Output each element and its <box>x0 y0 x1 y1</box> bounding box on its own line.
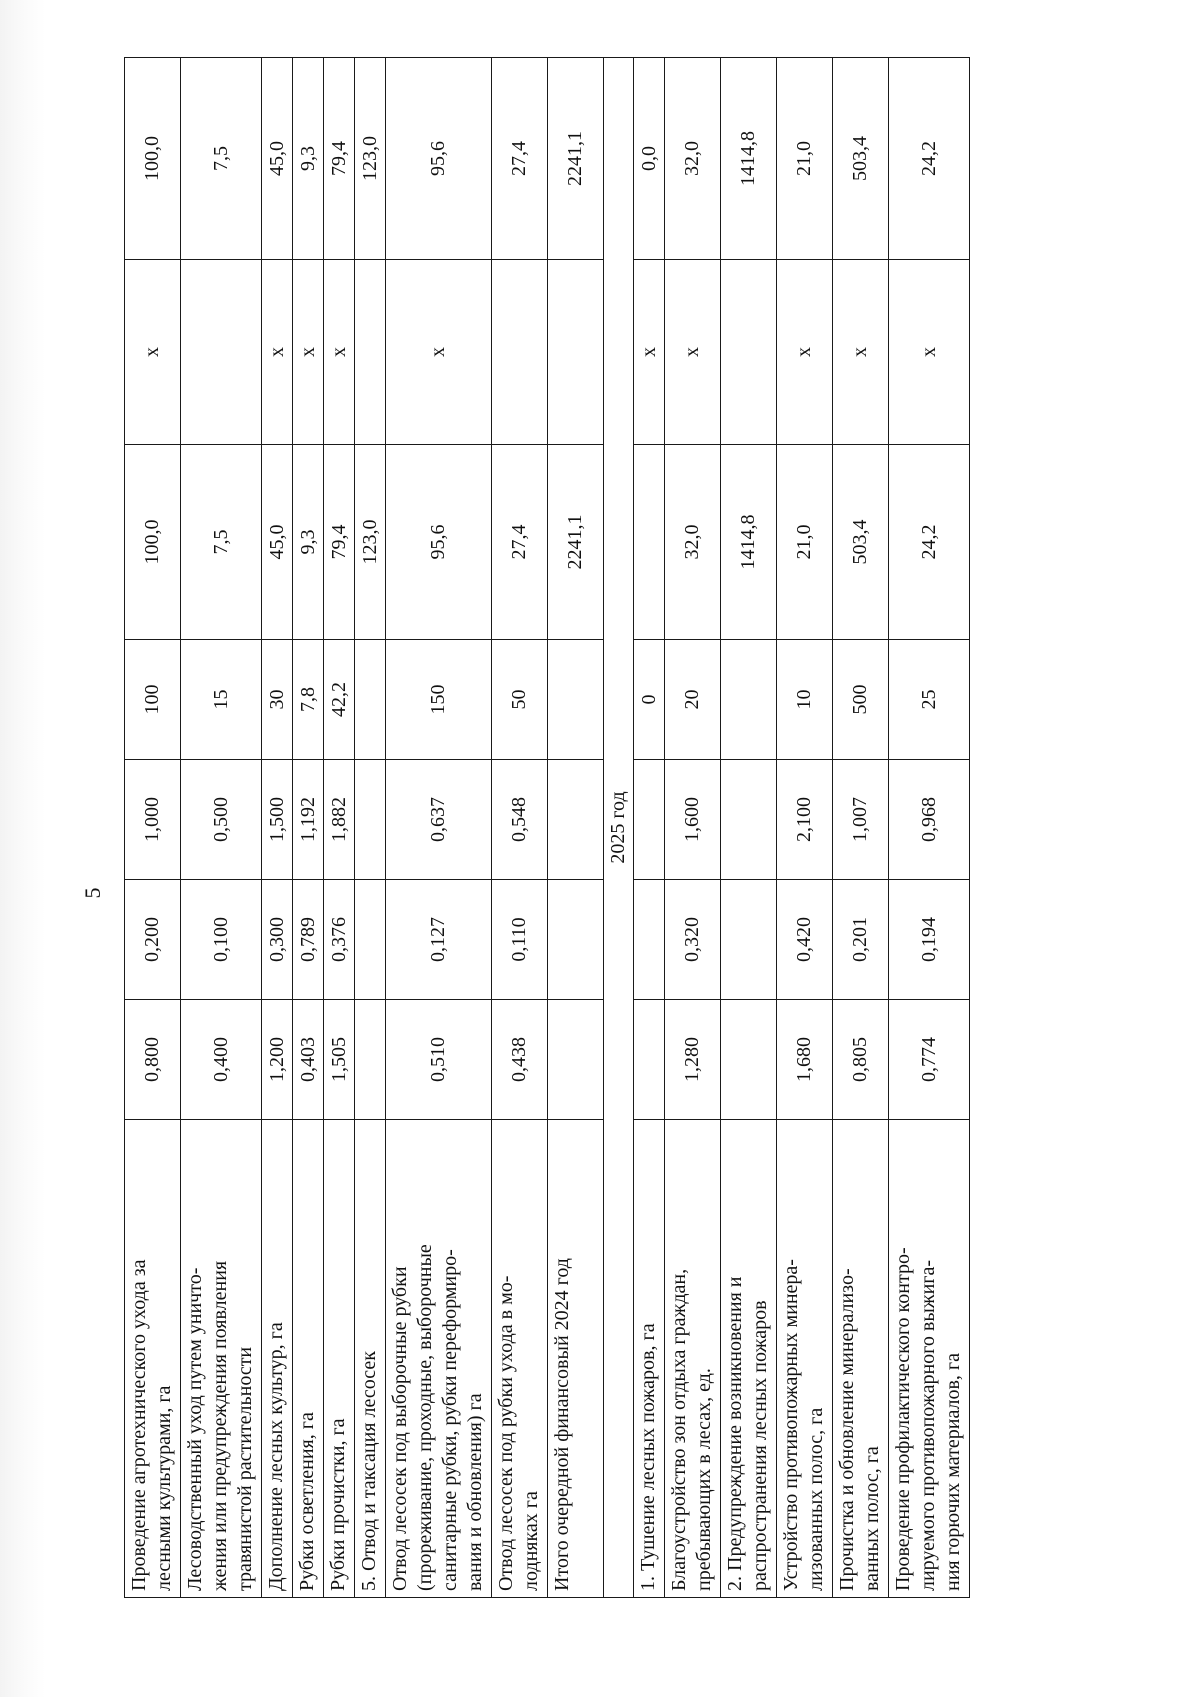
cell-value: 500 <box>833 640 889 760</box>
table-row <box>833 58 889 1598</box>
budget-table <box>124 57 970 1598</box>
cell-value <box>181 260 262 445</box>
cell-value: 79,4 <box>324 58 355 260</box>
cell-value: 27,4 <box>492 58 548 260</box>
cell-value <box>355 640 386 760</box>
cell-value: 1,000 <box>125 760 181 880</box>
cell-value: 25 <box>889 640 970 760</box>
cell-value: 1,500 <box>262 760 293 880</box>
section-header-row <box>604 58 634 1598</box>
table-row <box>125 58 181 1598</box>
cell-value <box>548 260 604 445</box>
cell-value <box>721 760 777 880</box>
table-body <box>125 58 970 1598</box>
cell-value: х <box>665 260 721 445</box>
cell-value: 15 <box>181 640 262 760</box>
section-title: 2025 год <box>604 58 634 1598</box>
row-name: Отвод лесосек под рубки ухода в мо- лодняках га <box>492 1120 548 1598</box>
table-row <box>777 58 833 1598</box>
cell-value: 10 <box>777 640 833 760</box>
cell-value: 0,100 <box>181 880 262 1000</box>
cell-value: 2,100 <box>777 760 833 880</box>
rotated-table-container <box>124 58 1042 1598</box>
cell-value <box>721 640 777 760</box>
cell-value <box>548 880 604 1000</box>
cell-value: 0,789 <box>293 880 324 1000</box>
cell-value: 50 <box>492 640 548 760</box>
cell-value: 79,4 <box>324 445 355 640</box>
row-name: 2. Предупреждение возникновения и распространения лесных пожаров <box>721 1120 777 1598</box>
cell-value: 45,0 <box>262 58 293 260</box>
cell-value: 21,0 <box>777 445 833 640</box>
cell-value <box>548 760 604 880</box>
cell-value: 20 <box>665 640 721 760</box>
cell-value: 7,5 <box>181 58 262 260</box>
cell-value: 0,774 <box>889 1000 970 1120</box>
cell-value: 100 <box>125 640 181 760</box>
cell-value <box>492 260 548 445</box>
cell-value: 7,5 <box>181 445 262 640</box>
cell-value: 9,3 <box>293 445 324 640</box>
cell-value: 0,420 <box>777 880 833 1000</box>
cell-value: 2241,1 <box>548 58 604 260</box>
cell-value <box>355 760 386 880</box>
table-row <box>634 58 665 1598</box>
row-name: Лесоводственный уход путем уничто- жения или предупреждения появления травянистой растительности <box>181 1120 262 1598</box>
cell-value: 0,968 <box>889 760 970 880</box>
cell-value: 42,2 <box>324 640 355 760</box>
cell-value: 24,2 <box>889 58 970 260</box>
cell-value <box>548 640 604 760</box>
row-name: Итого очередной финансовый 2024 год <box>548 1120 604 1598</box>
cell-value: 1,280 <box>665 1000 721 1120</box>
cell-value: 503,4 <box>833 58 889 260</box>
cell-value: х <box>386 260 492 445</box>
cell-value <box>355 880 386 1000</box>
cell-value: 30 <box>262 640 293 760</box>
cell-value: 0,805 <box>833 1000 889 1120</box>
table-row <box>293 58 324 1598</box>
table-row <box>492 58 548 1598</box>
table-row <box>665 58 721 1598</box>
cell-value <box>634 880 665 1000</box>
cell-value: 7,8 <box>293 640 324 760</box>
row-name: Рубки прочистки, га <box>324 1120 355 1598</box>
table-row <box>262 58 293 1598</box>
table-row-total <box>548 58 604 1598</box>
row-name: Проведение агротехнического ухода за лесными культурами, га <box>125 1120 181 1598</box>
table-row <box>721 58 777 1598</box>
row-name: Устройство противопожарных минера- лизованных полос, га <box>777 1120 833 1598</box>
cell-value: 0,548 <box>492 760 548 880</box>
cell-value: 0,127 <box>386 880 492 1000</box>
table-row <box>386 58 492 1598</box>
table-row <box>324 58 355 1598</box>
cell-value: 0,637 <box>386 760 492 880</box>
cell-value: 95,6 <box>386 58 492 260</box>
cell-value: 32,0 <box>665 58 721 260</box>
cell-value: 503,4 <box>833 445 889 640</box>
cell-value: 1,505 <box>324 1000 355 1120</box>
cell-value <box>721 880 777 1000</box>
cell-value: 32,0 <box>665 445 721 640</box>
row-name: 1. Тушение лесных пожаров, га <box>634 1120 665 1598</box>
cell-value: 0,0 <box>634 58 665 260</box>
cell-value <box>355 1000 386 1120</box>
cell-value: х <box>293 260 324 445</box>
cell-value: 0,376 <box>324 880 355 1000</box>
cell-value: 123,0 <box>355 445 386 640</box>
row-name: Рубки осветления, га <box>293 1120 324 1598</box>
cell-value: 1414,8 <box>721 58 777 260</box>
page-number: 5 <box>80 887 105 899</box>
cell-value: х <box>889 260 970 445</box>
row-name: Проведение профилактического контро- лируемого противопожарного выжига- ния горючих материалов, га <box>889 1120 970 1598</box>
cell-value: х <box>262 260 293 445</box>
cell-value: 0,194 <box>889 880 970 1000</box>
cell-value: 1,882 <box>324 760 355 880</box>
cell-value: 1,200 <box>262 1000 293 1120</box>
table-row <box>181 58 262 1598</box>
cell-value: 2241,1 <box>548 445 604 640</box>
cell-value: 0,201 <box>833 880 889 1000</box>
cell-value: х <box>324 260 355 445</box>
cell-value: 24,2 <box>889 445 970 640</box>
cell-value: 27,4 <box>492 445 548 640</box>
cell-value: х <box>833 260 889 445</box>
cell-value: 0 <box>634 640 665 760</box>
cell-value <box>548 1000 604 1120</box>
cell-value: 0,320 <box>665 880 721 1000</box>
row-name: Отвод лесосек под выборочные рубки (прореживание, проходные, выборочные санитарные рубки, рубки переформиро- вания и обновления) га <box>386 1120 492 1598</box>
row-name: Благоустройство зон отдыха граждан, пребывающих в лесах, ед. <box>665 1120 721 1598</box>
cell-value: 0,438 <box>492 1000 548 1120</box>
cell-value: 9,3 <box>293 58 324 260</box>
cell-value: 1,600 <box>665 760 721 880</box>
cell-value <box>634 760 665 880</box>
cell-value: 1,680 <box>777 1000 833 1120</box>
scan-edge-shadow <box>0 0 46 1697</box>
cell-value: 123,0 <box>355 58 386 260</box>
cell-value: 100,0 <box>125 58 181 260</box>
cell-value: 1,007 <box>833 760 889 880</box>
cell-value: 95,6 <box>386 445 492 640</box>
cell-value: 0,800 <box>125 1000 181 1120</box>
cell-value: 0,403 <box>293 1000 324 1120</box>
cell-value <box>355 260 386 445</box>
cell-value: 1,192 <box>293 760 324 880</box>
row-name: Дополнение лесных культур, га <box>262 1120 293 1598</box>
cell-value: 150 <box>386 640 492 760</box>
cell-value: 45,0 <box>262 445 293 640</box>
table-row <box>355 58 386 1598</box>
cell-value: 100,0 <box>125 445 181 640</box>
cell-value: 1414,8 <box>721 445 777 640</box>
cell-value: 0,200 <box>125 880 181 1000</box>
cell-value: 21,0 <box>777 58 833 260</box>
cell-value: х <box>777 260 833 445</box>
table-row <box>889 58 970 1598</box>
cell-value <box>634 1000 665 1120</box>
cell-value: 0,510 <box>386 1000 492 1120</box>
cell-value: 0,500 <box>181 760 262 880</box>
cell-value: 0,110 <box>492 880 548 1000</box>
cell-value: х <box>634 260 665 445</box>
cell-value: х <box>125 260 181 445</box>
cell-value <box>634 445 665 640</box>
row-name: Прочистка и обновление минерализо- ванных полос, га <box>833 1120 889 1598</box>
cell-value <box>721 260 777 445</box>
cell-value: 0,400 <box>181 1000 262 1120</box>
cell-value <box>721 1000 777 1120</box>
cell-value: 0,300 <box>262 880 293 1000</box>
row-name: 5. Отвод и таксация лесосек <box>355 1120 386 1598</box>
